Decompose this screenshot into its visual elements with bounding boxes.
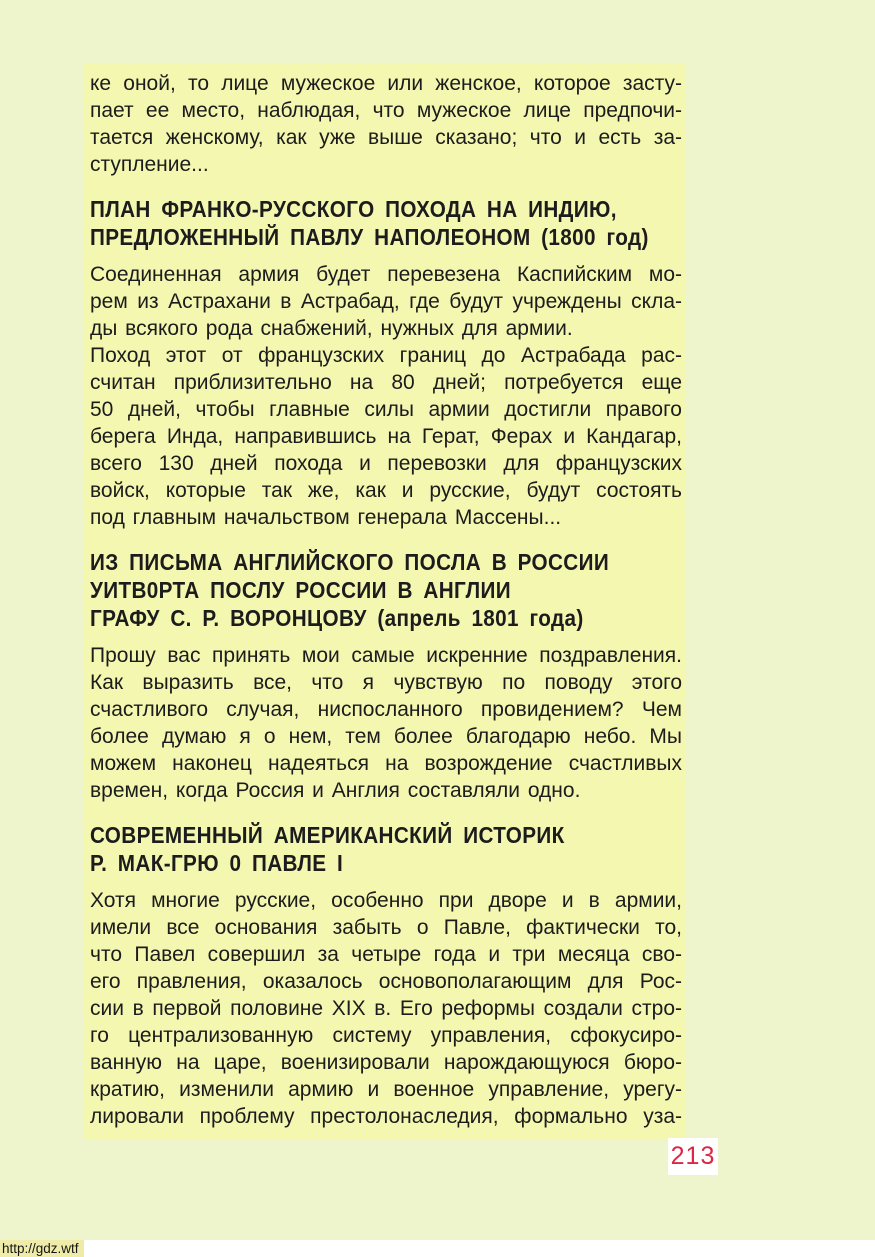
heading-line: СОВРЕМЕННЫЙ АМЕРИКАНСКИЙ ИСТОРИК bbox=[90, 822, 565, 848]
text-line: го централизованную систему управления, сфокусиро- bbox=[90, 1024, 682, 1047]
text-line: войск, которые так же, как и русские, будут состоять bbox=[90, 479, 682, 502]
text-line: рем из Астрахани в Астрабад, где будут учреждены скла- bbox=[90, 290, 682, 313]
page-number-box bbox=[668, 1138, 718, 1175]
body-paragraph bbox=[90, 70, 682, 178]
text-line: ступление... bbox=[90, 153, 209, 176]
text-line: Как выразить все, что я чувствую по поводу этого bbox=[90, 671, 682, 694]
heading-line: ПЛАН ФРАНКО-РУССКОГО ПОХОДА НА ИНДИЮ, bbox=[90, 196, 617, 222]
text-line: Соединенная армия будет перевезена Каспийским мо- bbox=[90, 263, 682, 286]
page-number: 213 bbox=[670, 1142, 716, 1170]
text-line: считан приблизительно на 80 дней; потребуется еще bbox=[90, 371, 682, 394]
text-line: 50 дней, чтобы главные силы армии достигли правого bbox=[90, 398, 682, 421]
section-heading bbox=[90, 195, 682, 251]
text-line: лировали проблему престолонаследия, формально уза- bbox=[90, 1105, 682, 1128]
text-line: сии в первой половине XIX в. Его реформы создали стро- bbox=[90, 997, 682, 1020]
heading-line: ГРАФУ С. Р. ВОРОНЦОВУ (апрель 1801 года) bbox=[90, 605, 584, 631]
text-line: под главным начальством генерала Массены... bbox=[90, 506, 562, 529]
body-paragraph bbox=[90, 887, 682, 1130]
body-paragraph bbox=[90, 642, 682, 804]
footer-strip bbox=[0, 1240, 875, 1257]
heading-line: ИЗ ПИСЬМА АНГЛИЙСКОГО ПОСЛА В РОССИИ bbox=[90, 549, 610, 575]
watermark-url[interactable]: http://gdz.wtf bbox=[2, 1241, 79, 1256]
heading-line: Р. МАК-ГРЮ 0 ПАВЛЕ I bbox=[90, 850, 344, 876]
text-line: имели все основания забыть о Павле, фактически то, bbox=[90, 916, 682, 939]
text-line: более думаю я о нем, тем более благодарю небо. Мы bbox=[90, 725, 682, 748]
text-line: Поход этот от французских границ до Астрабада рас- bbox=[90, 344, 682, 367]
text-line: можем наконец надеяться на возрождение счастливых bbox=[90, 752, 682, 775]
section-heading bbox=[90, 821, 682, 877]
text-line: что Павел совершил за четыре года и три месяца сво- bbox=[90, 943, 682, 966]
text-line: кратию, изменили армию и военное управление, урегу- bbox=[90, 1078, 682, 1101]
text-line: Прошу вас принять мои самые искренние поздравления. bbox=[90, 644, 682, 667]
body-paragraph bbox=[90, 261, 682, 342]
heading-line: ПРЕДЛОЖЕННЫЙ ПАВЛУ НАПОЛЕОНОМ (1800 год) bbox=[90, 224, 649, 250]
body-paragraph bbox=[90, 342, 682, 531]
text-line: Хотя многие русские, особенно при дворе и в армии, bbox=[90, 889, 682, 912]
watermark-chip bbox=[0, 1240, 84, 1257]
heading-line: УИТВ0РТА ПОСЛУ РОССИИ В АНГЛИИ bbox=[90, 577, 511, 603]
text-line: тается женскому, как уже выше сказано; что и есть за- bbox=[90, 126, 682, 149]
text-line: берега Инда, направившись на Герат, Ферах и Кандагар, bbox=[90, 425, 682, 448]
text-line: всего 130 дней похода и перевозки для французских bbox=[90, 452, 682, 475]
text-line: ванную на царе, военизировали нарождающуюся бюро- bbox=[90, 1051, 682, 1074]
text-line: ке оной, то лице мужеское или женское, которое засту- bbox=[90, 72, 682, 95]
content-column bbox=[84, 64, 686, 1140]
text-line: пает ее место, наблюдая, что мужеское лице предпочи- bbox=[90, 99, 682, 122]
text-line: времен, когда Россия и Англия составляли одно. bbox=[90, 779, 581, 802]
section-heading bbox=[90, 548, 682, 632]
text-line: ды всякого рода снабжений, нужных для армии. bbox=[90, 317, 573, 340]
text-line: его правления, оказалось основополагающим для Рос- bbox=[90, 970, 682, 993]
text-line: счастливого случая, ниспосланного провидением? Чем bbox=[90, 698, 682, 721]
